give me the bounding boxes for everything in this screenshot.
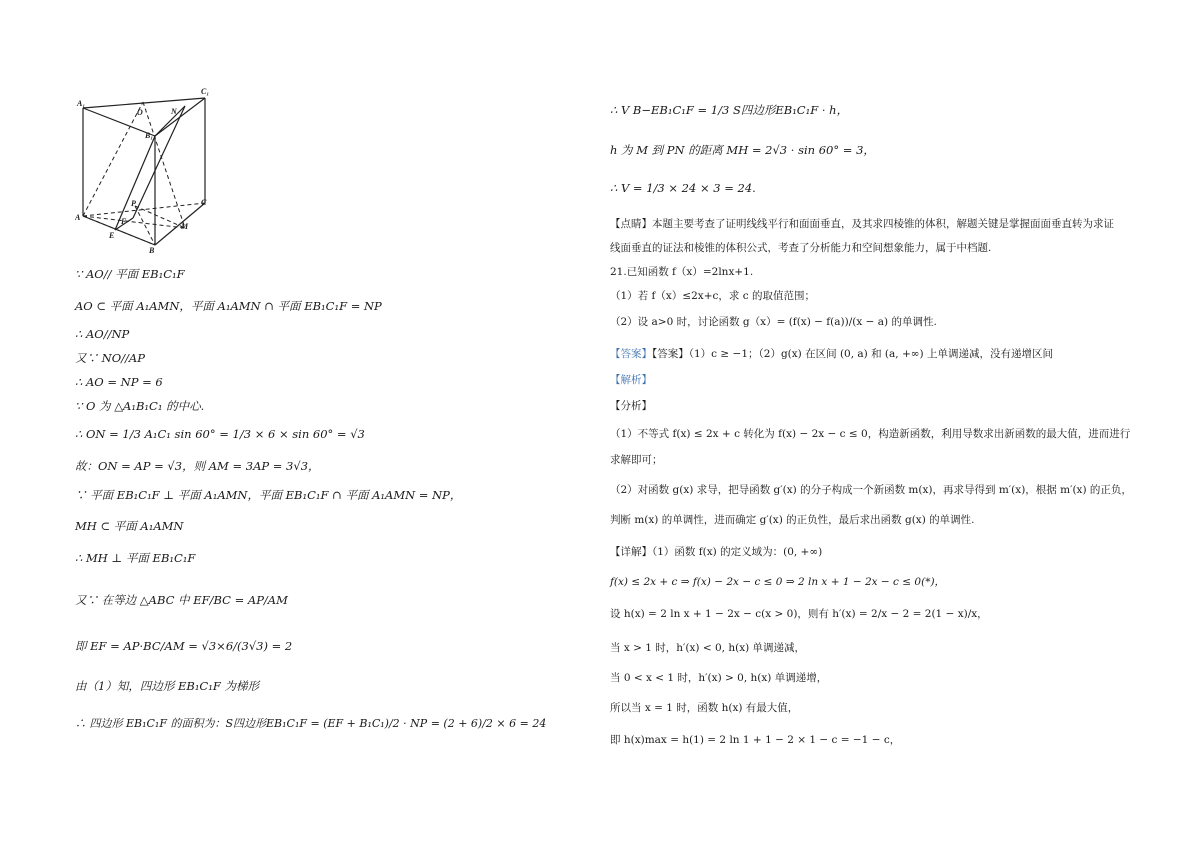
answer-text: 【答案】（1）c ≥ −1；（2）g(x) 在区间 (0, a) 和 (a, +∞) 上单调递减，没有递增区间 [652,348,1053,360]
answer-label: 【答案】 [610,348,652,360]
left-line-15: ∴ 四边形 EB₁C₁F 的面积为：S四边形EB₁C₁F = (EF + B₁C₁)/2 · NP = (2 + 6)/2 × 6 = 24 [75,717,547,730]
right-line-3: ∴ V = 1/3 × 24 × 3 = 24. [610,181,756,195]
right-line-13: 求解即可； [610,454,663,466]
right-line-7: （1）若 f（x）≤2x+c，求 c 的取值范围； [610,290,815,302]
right-line-4: 【点睛】本题主要考查了证明线线平行和面面垂直，及其求四棱锥的体积，解题关键是掌握面面垂直转为求证 [610,218,1114,230]
label-E: E [109,231,115,240]
label-A: A [75,213,81,222]
right-line-15: 判断 m(x) 的单调性，进而确定 g′(x) 的正负性，最后求出函数 g(x) 的单调性. [610,514,975,526]
right-line-12: （1）不等式 f(x) ≤ 2x + c 转化为 f(x) − 2x − c ≤ 0，构造新函数，利用导数求出新函数的最大值，进而进行 [610,428,1131,440]
label-P: P [131,199,136,208]
left-line-4: 又∵ NO//AP [75,351,145,365]
left-line-13: 即 EF = AP·BC/AM = √3×6/(3√3) = 2 [75,639,293,653]
left-line-9: ∵ 平面 EB₁C₁F ⊥ 平面 A₁AMN，平面 EB₁C₁F ∩ 平面 A₁AMN = NP， [75,488,462,502]
left-line-11: ∴ MH ⊥ 平面 EB₁C₁F [75,551,196,565]
label-B: B [149,246,155,253]
right-line-2: h 为 M 到 PN 的距离 MH = 2√3 · sin 60° = 3， [610,143,875,157]
right-line-19: 当 x > 1 时，h′(x) < 0, h(x) 单调递减， [610,642,806,654]
label-C1: C₁ [201,88,210,96]
right-line-20: 当 0 < x < 1 时，h′(x) > 0, h(x) 单调递增， [610,672,828,684]
right-line-22: 即 h(x)max = h(1) = 2 ln 1 + 1 − 2 × 1 − c = −1 − c， [610,734,901,746]
left-line-1: ∵ AO// 平面 EB₁C₁F [75,267,185,281]
left-line-14: 由（1）知，四边形 EB₁C₁F 为梯形 [75,679,259,693]
left-line-10: MH ⊂ 平面 A₁AMN [75,519,184,533]
right-line-6: 21.已知函数 f（x）=2lnx+1. [610,266,754,278]
right-line-11: 【分析】 [610,400,652,412]
right-line-5: 线面垂直的证法和棱锥的体积公式，考查了分析能力和空间想象能力，属于中档题. [610,242,992,254]
left-line-7: ∴ ON = 1/3 A₁C₁ sin 60° = 1/3 × 6 × sin 60° = √3 [75,427,365,441]
left-line-8: 故：ON = AP = √3，则 AM = 3AP = 3√3， [75,459,320,473]
right-line-14: （2）对函数 g(x) 求导，把导函数 g′(x) 的分子构成一个新函数 m(x)，再求导得到 m′(x)，根据 m′(x) 的正负， [610,484,1132,496]
label-N: N [171,107,177,116]
left-line-3: ∴ AO//NP [75,327,130,341]
left-line-6: ∵ O 为 △A₁B₁C₁ 的中心. [75,399,205,413]
prism-figure [75,88,225,253]
right-line-17: f(x) ≤ 2x + c ⇒ f(x) − 2x − c ≤ 0 ⇒ 2 ln x + 1 − 2x − c ≤ 0(*)， [610,576,946,588]
label-F: F [121,217,127,226]
right-line-1: ∴ V B−EB₁C₁F = 1/3 S四边形EB₁C₁F · h， [610,103,849,117]
label-B1: B₁ [145,131,154,140]
left-line-2: AO ⊂ 平面 A₁AMN，平面 A₁AMN ∩ 平面 EB₁C₁F = NP [75,299,382,313]
left-line-5: ∴ AO = NP = 6 [75,375,163,389]
right-line-21: 所以当 x = 1 时，函数 h(x) 有最大值， [610,702,799,714]
right-line-9 [610,346,1053,362]
label-C: C [201,198,207,207]
right-line-16: 【详解】（1）函数 f(x) 的定义域为：(0, +∞) [610,546,823,558]
right-line-8: （2）设 a>0 时，讨论函数 g（x）= (f(x) − f(a))/(x − a) 的单调性. [610,316,937,328]
label-M: M [181,222,189,231]
right-line-18: 设 h(x) = 2 ln x + 1 − 2x − c(x > 0)，则有 h′(x) = 2/x − 2 = 2(1 − x)/x， [610,608,988,620]
label-O: O [137,108,143,117]
label-A1: A₁ [77,99,86,108]
right-line-10: 【解析】 [610,374,652,386]
left-line-12: 又∵ 在等边 △ABC 中 EF/BC = AP/AM [75,593,288,607]
